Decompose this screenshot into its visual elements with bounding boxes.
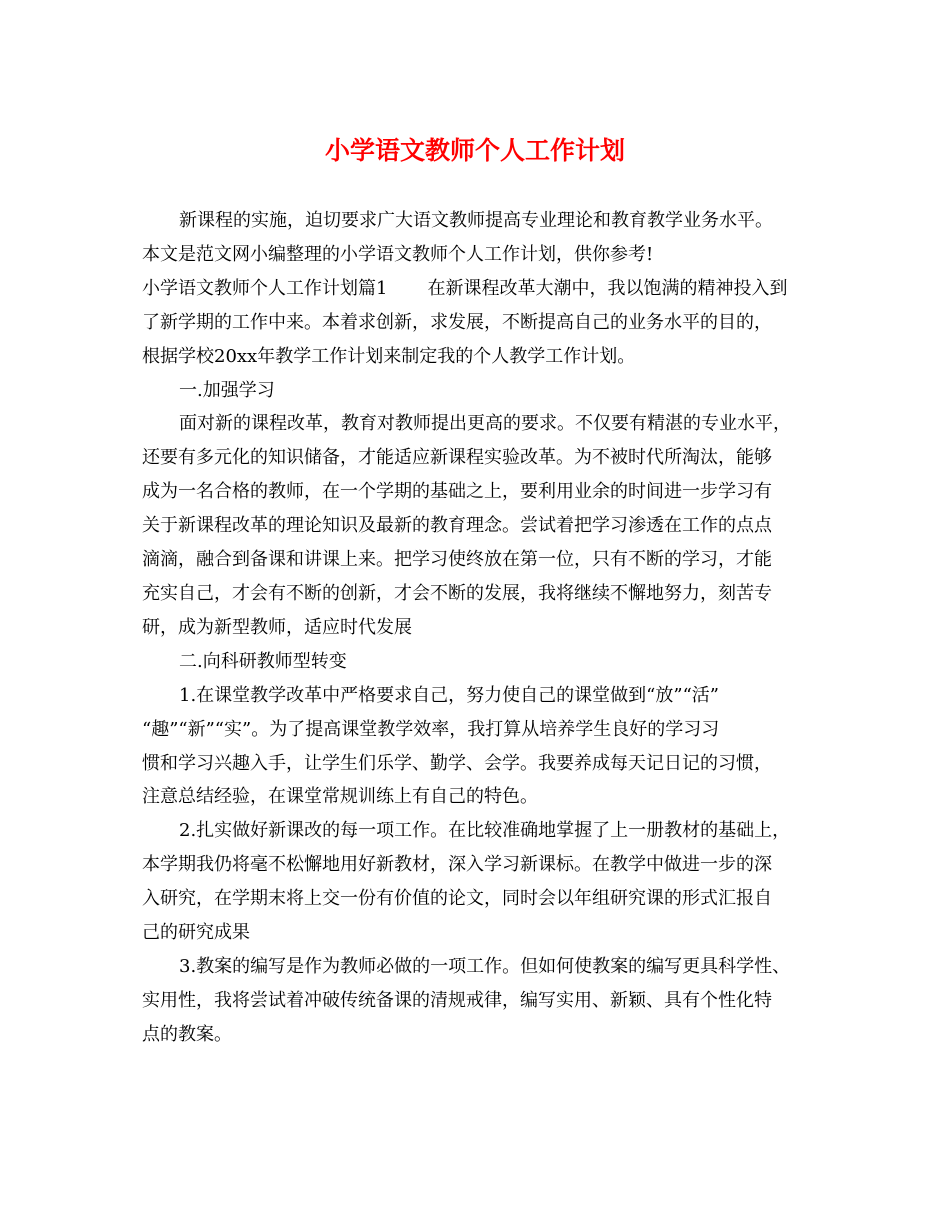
- paragraph-line: 1.在课堂教学改革中严格要求自己，努力使自己的课堂做到“放”“活”: [179, 684, 719, 706]
- paragraph-line: 成为一名合格的教师，在一个学期的基础之上，要利用业余的时间进一步学习有: [142, 481, 772, 503]
- paragraph-line: 注意总结经验，在课堂常规训练上有自己的特色。: [142, 786, 538, 808]
- paragraph-line: 2.扎实做好新课改的每一项工作。在比较准确地掌握了上一册教材的基础上，: [179, 820, 791, 842]
- paragraph-line: 关于新课程改革的理论知识及最新的教育理念。尝试着把学习渗透在工作的点点: [142, 515, 772, 537]
- paragraph-line: 实用性，我将尝试着冲破传统备课的清规戒律，编写实用、新颖、具有个性化特: [142, 989, 772, 1011]
- paragraph-line: 充实自己，才会有不断的创新，才会不断的发展，我将继续不懈地努力，刻苦专: [142, 582, 772, 604]
- paragraph-line: 新课程的实施，迫切要求广大语文教师提高专业理论和教育教学业务水平。: [179, 210, 773, 231]
- paragraph-line: 本学期我仍将毫不松懈地用好新教材，深入学习新课标。在教学中做进一步的深: [142, 854, 772, 876]
- paragraph-line: 本文是范文网小编整理的小学语文教师个人工作计划，供你参考!: [142, 243, 654, 265]
- section-heading: 一.加强学习: [179, 379, 275, 401]
- paragraph-line: 点的教案。: [142, 1023, 232, 1045]
- section-heading: 二.向科研教师型转变: [179, 650, 347, 672]
- paragraph-line: 3.教案的编写是作为教师必做的一项工作。但如何使教案的编写更具科学性、: [179, 955, 791, 977]
- paragraph-line: 滴滴，融合到备课和讲课上来。把学习使终放在第一位，只有不断的学习，才能: [142, 549, 772, 571]
- paragraph-line: 研，成为新型教师，适应时代发展: [142, 616, 412, 638]
- document-title: 小学语文教师个人工作计划: [324, 136, 625, 165]
- paragraph-line: 了新学期的工作中来。本着求创新，求发展，不断提高自己的业务水平的目的，: [142, 311, 772, 333]
- paragraph-line: 面对新的课程改革，教育对教师提出更高的要求。不仅要有精湛的专业水平，: [179, 413, 791, 435]
- paragraph-line: 惯和学习兴趣入手，让学生们乐学、勤学、会学。我要养成每天记日记的习惯，: [142, 752, 772, 774]
- paragraph-line: 己的研究成果: [142, 922, 250, 944]
- document-body: [142, 204, 810, 1052]
- paragraph-line: [142, 272, 810, 306]
- paragraph-line: 根据学校20xx年教学工作计划来制定我的个人教学工作计划。: [142, 345, 636, 367]
- paragraph-text: 在新课程改革大潮中，我以饱满的精神投入到: [427, 277, 788, 299]
- section-heading: 小学语文教师个人工作计划篇1: [142, 277, 388, 299]
- paragraph-line: “趣”“新”“实”。为了提高课堂教学效率，我打算从培养学生良好的学习习: [142, 718, 720, 740]
- paragraph-line: 入研究，在学期末将上交一份有价值的论文，同时会以年组研究课的形式汇报自: [142, 888, 772, 910]
- paragraph-line: 还要有多元化的知识储备，才能适应新课程实验改革。为不被时代所淘汰，能够: [142, 447, 772, 469]
